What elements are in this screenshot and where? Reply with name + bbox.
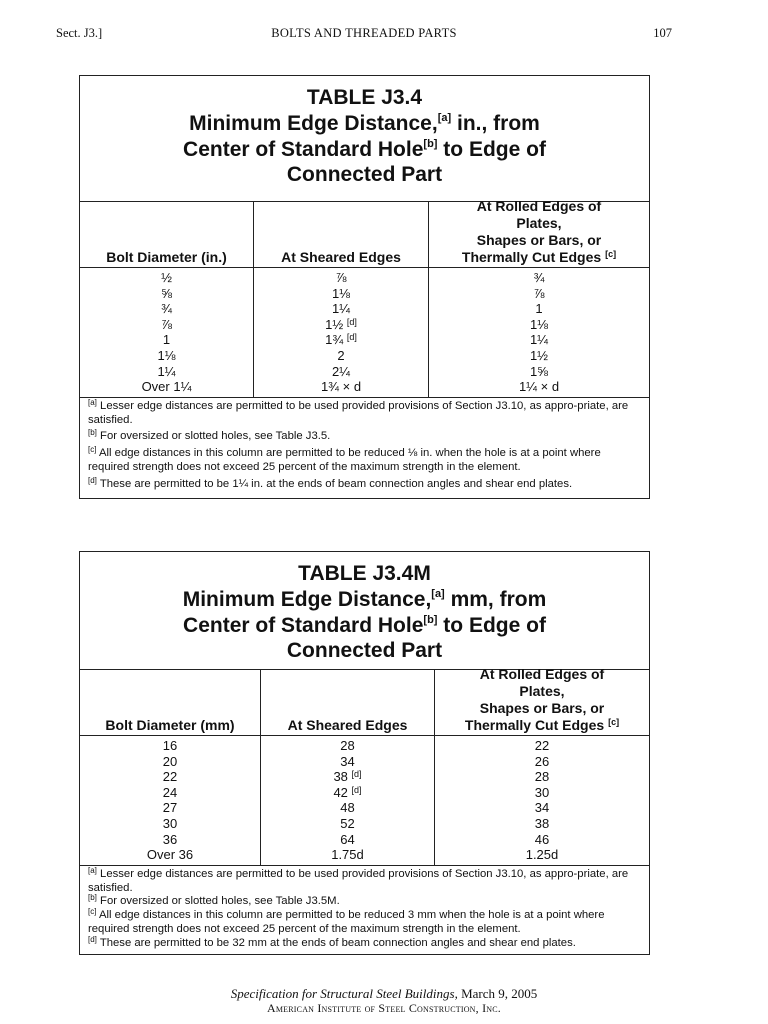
footnote-marker: [d] [88, 934, 97, 944]
table-cell [435, 785, 649, 801]
column-header [80, 670, 260, 736]
column-header-line [462, 232, 616, 249]
table-footnotes [80, 398, 649, 498]
footnote [88, 430, 641, 444]
cell-value: 24 [162, 784, 178, 800]
cell-value: ¾ [533, 270, 545, 285]
cell-value: ½ [161, 270, 172, 285]
cell-value: 1⅛ [529, 316, 549, 332]
cell-value: 2 [337, 347, 345, 363]
column-header [435, 666, 649, 736]
column-header [261, 670, 434, 736]
table-cell [429, 348, 649, 364]
column-header-label: At Rolled Edges of [479, 666, 605, 682]
caption-text: Minimum Edge Distance, [182, 588, 432, 611]
footnote-text: These are permitted to be 1¼ in. at the ends of beam connection angles and shear end plates. [99, 477, 573, 490]
table-cell [80, 847, 260, 863]
table-column [261, 670, 435, 865]
footer-spec-line [0, 986, 768, 1002]
cell-value: Over 1¼ [141, 379, 192, 395]
cell-value: 36 [162, 831, 178, 847]
table-cell [80, 317, 253, 333]
footnote-marker: [a] [88, 865, 97, 875]
table-cell [80, 785, 260, 801]
caption-text: in., from [451, 112, 540, 135]
table-caption-line [90, 613, 639, 639]
cell-value: 16 [162, 738, 178, 753]
footnote-marker: [a] [88, 397, 97, 407]
column-header [429, 198, 649, 268]
cell-value: ⅞ [335, 270, 347, 285]
table-column [80, 670, 261, 865]
footer-spec-title: Specification for Structural Steel Buildings, [230, 986, 458, 1001]
table-cell [80, 738, 260, 754]
column-header-line [281, 249, 401, 266]
table-cell [429, 364, 649, 380]
cell-value: 46 [534, 831, 550, 847]
column-body [254, 268, 428, 397]
footnote [88, 475, 641, 492]
cell-value: 1.25d [525, 847, 559, 863]
table-cell [80, 769, 260, 785]
column-header-label: Plates, [516, 215, 562, 231]
table-cell [80, 754, 260, 770]
table-cell [80, 800, 260, 816]
footnote-marker: [d] [88, 475, 97, 485]
column-body [80, 268, 253, 397]
cell-value: 1½ [529, 347, 549, 363]
cell-value: 1¾ [325, 332, 344, 348]
table-cell [435, 769, 649, 785]
cell-value: ⅝ [161, 285, 172, 301]
cell-value: 22 [534, 738, 550, 753]
table-caption-line [90, 137, 639, 163]
table-cell [435, 816, 649, 832]
table-cell [261, 769, 434, 785]
column-header-label: Thermally Cut Edges [461, 249, 606, 265]
cell-value: 34 [340, 753, 355, 769]
column-header-text [462, 198, 616, 266]
column-header-label: Shapes or Bars, or [476, 232, 602, 248]
cell-value: 26 [534, 753, 550, 769]
table-cell [80, 816, 260, 832]
footnote-marker: [c] [88, 445, 97, 455]
footnote [88, 865, 641, 896]
footnote-ref: [b] [423, 137, 438, 150]
column-header-text [106, 249, 227, 266]
cell-value: 1¾ × d [320, 379, 362, 395]
cell-value: 1¼ [157, 363, 176, 379]
table-cell [261, 847, 434, 863]
table-cell [80, 332, 253, 348]
footer-publisher: American Institute of Steel Construction, Inc. [267, 1001, 501, 1015]
table-cell [261, 738, 434, 754]
footnote-ref: [d] [346, 332, 357, 343]
column-header-line [465, 666, 619, 683]
footnote-ref: [d] [351, 784, 362, 795]
column-header-line [462, 249, 616, 266]
table-cell [80, 832, 260, 848]
footnote-text: For oversized or slotted holes, see Table J3.5M. [100, 895, 340, 908]
table-grid [80, 666, 649, 866]
cell-value: 27 [162, 800, 178, 816]
caption-text: to Edge of [437, 613, 546, 637]
table-name: TABLE J3.4 [306, 86, 423, 109]
caption-text: Center of Standard Hole [183, 137, 424, 161]
column-header-line [462, 198, 616, 215]
footnote-marker: [b] [88, 428, 97, 438]
table-column [254, 202, 429, 397]
table-cell [261, 800, 434, 816]
footnote-text: These are permitted to be 32 mm at the ends of beam connection angles and shear end plates. [99, 936, 576, 949]
cell-value: 1⅛ [331, 285, 351, 301]
footnote-ref: [d] [346, 316, 357, 327]
page-number: 107 [653, 26, 672, 40]
footnote [88, 934, 641, 951]
footnote-text: All edge distances in this column are permitted to be reduced ⅛ in. when the hole is at a point where required strength does not exceed 25 percent of the maximum strength in the element. [88, 447, 601, 473]
cell-value: 20 [162, 753, 178, 769]
cell-value: 34 [534, 800, 550, 816]
table-cell [254, 379, 428, 395]
column-header-label: At Sheared Edges [281, 249, 401, 265]
column-header-line [465, 700, 619, 717]
caption-text: Connected Part [286, 163, 443, 186]
footnote-text: All edge distances in this column are permitted to be reduced 3 mm when the hole is at a point where required strength does not exceed 25 percent of the maximum strength in the element. [88, 909, 605, 935]
table-cell [435, 738, 649, 754]
table-cell [254, 301, 428, 317]
column-header-line [462, 215, 616, 232]
footnote-text: For oversized or slotted holes, see Table J3.5. [100, 430, 331, 443]
footnote [88, 397, 641, 428]
cell-value: 64 [340, 831, 355, 847]
footnote-ref: [a] [431, 588, 445, 600]
cell-value: 28 [340, 738, 355, 753]
table-cell [254, 332, 428, 348]
caption-text: Center of Standard Hole [183, 613, 424, 637]
table-cell [254, 364, 428, 380]
footnote-text: Lesser edge distances are permitted to be used provided provisions of Section J3.10, as appro-priate, are satisfied. [88, 867, 629, 894]
footnote-text: Lesser edge distances are permitted to be used provided provisions of Section J3.10, as appro-priate, are satisfied. [88, 399, 629, 426]
table-caption-line [90, 111, 639, 137]
column-body [435, 736, 649, 865]
table-column [435, 666, 649, 865]
table-cell [261, 785, 434, 801]
table-caption-line [90, 587, 639, 613]
table-cell [435, 754, 649, 770]
table-cell [435, 800, 649, 816]
column-header-line [288, 717, 408, 734]
table-cell [429, 379, 649, 395]
caption-text: mm, from [444, 588, 547, 611]
cell-value: 1 [535, 301, 543, 317]
caption-text: Connected Part [286, 639, 443, 662]
footnote-ref: [a] [437, 112, 452, 124]
cell-value: 1¼ [331, 301, 351, 317]
footnote [88, 447, 641, 475]
table-cell [435, 847, 649, 863]
cell-value: 1½ [325, 316, 344, 332]
table-title-block [80, 76, 649, 202]
cell-value: 42 [333, 784, 348, 800]
cell-value: 38 [534, 815, 550, 831]
table-cell [80, 286, 253, 302]
footnote-ref: [c] [605, 249, 617, 259]
cell-value: 1.75d [331, 847, 364, 863]
column-body [429, 268, 649, 397]
column-body [80, 736, 260, 865]
table-cell [261, 754, 434, 770]
table-cell [435, 832, 649, 848]
column-header-label: At Sheared Edges [287, 717, 408, 733]
table-title-block [80, 552, 649, 670]
table-cell [429, 301, 649, 317]
column-header-text [281, 249, 401, 266]
table-cell [261, 832, 434, 848]
column-header-label: Plates, [519, 683, 565, 699]
column-header [254, 202, 428, 268]
running-head [56, 26, 672, 42]
table-j3-4m [79, 551, 650, 955]
column-header-label: Thermally Cut Edges [464, 717, 609, 733]
table-column [80, 202, 254, 397]
footnote-marker: [b] [88, 893, 97, 903]
table-cell [80, 301, 253, 317]
cell-value: ⅞ [161, 316, 172, 332]
footnote-ref: [b] [423, 613, 438, 626]
footnote-ref: [c] [608, 717, 620, 727]
cell-value: ¾ [161, 301, 172, 317]
cell-value: 1¼ × d [518, 379, 560, 395]
footnote [88, 909, 641, 937]
table-cell [261, 816, 434, 832]
cell-value: 1¼ [529, 332, 549, 348]
footnote-marker: [c] [88, 907, 97, 917]
column-header [80, 202, 253, 268]
cell-value: 1⅝ [529, 363, 549, 379]
table-cell [429, 286, 649, 302]
table-cell [429, 317, 649, 333]
cell-value: 38 [333, 769, 348, 785]
caption-text: to Edge of [437, 137, 546, 161]
cell-value: 48 [340, 800, 355, 816]
table-caption-line [90, 162, 639, 188]
footer-date: March 9, 2005 [461, 986, 538, 1001]
cell-value: 2¼ [331, 363, 351, 379]
running-title: BOLTS AND THREADED PARTS [271, 26, 457, 40]
cell-value: ⅞ [533, 285, 545, 301]
column-header-line [465, 683, 619, 700]
table-caption-line [90, 638, 639, 664]
table-j3-4 [79, 75, 650, 499]
cell-value: Over 36 [146, 847, 194, 863]
table-cell [254, 286, 428, 302]
table-name: TABLE J3.4M [298, 562, 431, 585]
column-header-text [288, 717, 408, 734]
column-header-line [106, 249, 227, 266]
column-header-text [105, 717, 234, 734]
table-cell [80, 379, 253, 395]
column-header-text [465, 666, 619, 734]
table-cell [80, 364, 253, 380]
table-cell [254, 270, 428, 286]
table-grid [80, 198, 649, 398]
column-header-line [105, 717, 234, 734]
table-footnotes [80, 866, 649, 954]
column-header-line [465, 717, 619, 734]
footnote [88, 895, 641, 909]
cell-value: 1⅛ [157, 347, 176, 363]
column-header-label: Bolt Diameter (in.) [106, 249, 227, 265]
column-header-label: Shapes or Bars, or [479, 700, 605, 716]
cell-value: 30 [162, 815, 178, 831]
table-cell [254, 348, 428, 364]
table-cell [429, 270, 649, 286]
column-body [261, 736, 434, 865]
column-header-label: At Rolled Edges of [476, 198, 602, 214]
caption-text: Minimum Edge Distance, [189, 112, 438, 135]
column-header-label: Bolt Diameter (mm) [105, 717, 235, 733]
section-label: Sect. J3.] [56, 26, 103, 40]
cell-value: 28 [534, 769, 550, 785]
table-column [429, 198, 649, 397]
cell-value: 1 [162, 332, 171, 348]
table-cell [80, 348, 253, 364]
cell-value: 22 [162, 769, 178, 785]
cell-value: 52 [340, 815, 355, 831]
table-cell [429, 332, 649, 348]
table-cell [254, 317, 428, 333]
table-cell [80, 270, 253, 286]
cell-value: 30 [534, 784, 550, 800]
footnote-ref: [d] [351, 769, 362, 780]
